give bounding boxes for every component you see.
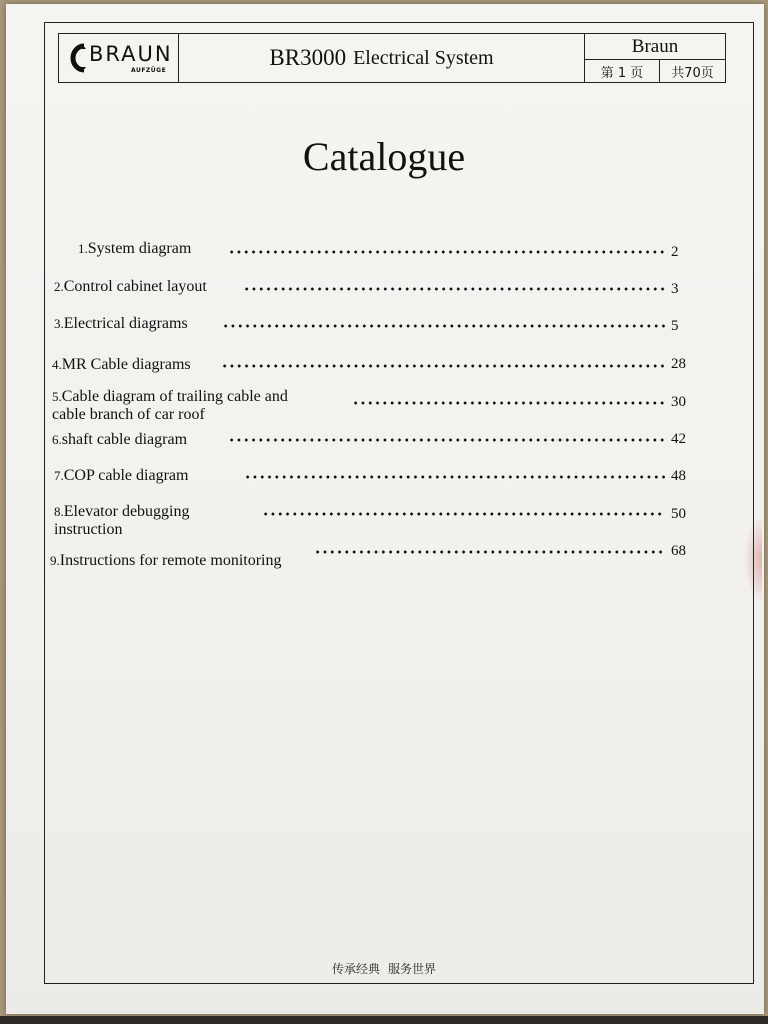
toc-entry-page: 48 bbox=[671, 468, 686, 484]
toc-entry-number: 5. bbox=[52, 389, 62, 404]
footer-slogan bbox=[0, 960, 768, 977]
toc-entry-title bbox=[54, 503, 190, 539]
page-number: 第 1 页 bbox=[585, 60, 660, 82]
header-table bbox=[58, 33, 726, 83]
dot-leader bbox=[221, 364, 664, 368]
toc-entry-number: 2. bbox=[54, 279, 64, 294]
catalogue-heading: Catalogue bbox=[302, 134, 466, 179]
toc-entry-number: 7. bbox=[54, 468, 64, 483]
title-text: Electrical System bbox=[353, 46, 494, 69]
toc-entry-title-line: instruction bbox=[54, 521, 123, 538]
toc-entry-title bbox=[78, 240, 191, 258]
dot-leader bbox=[222, 324, 665, 328]
toc-entry-title bbox=[54, 278, 207, 296]
toc-entry-page: 28 bbox=[671, 356, 686, 372]
toc-entry-number: 9. bbox=[50, 553, 60, 568]
toc-entry-title-line: Cable diagram of trailing cable and bbox=[61, 388, 288, 405]
toc-entry-title-line: cable branch of car roof bbox=[52, 406, 205, 423]
dot-leader bbox=[262, 512, 665, 516]
toc-entry-title-line: System diagram bbox=[87, 240, 192, 257]
toc-entry-page: 30 bbox=[671, 394, 686, 410]
toc-entry-number: 8. bbox=[54, 504, 64, 519]
toc-entry-page: 68 bbox=[671, 543, 686, 559]
toc-entry-title-line: MR Cable diagrams bbox=[61, 356, 191, 373]
toc-entry-title bbox=[52, 431, 187, 449]
toc-entry-title bbox=[50, 552, 281, 570]
toc-entry-page: 50 bbox=[671, 506, 686, 522]
toc-entry-number: 4. bbox=[52, 357, 62, 372]
toc-entry-number: 6. bbox=[52, 432, 62, 447]
toc-entry-title-line: Elevator debugging bbox=[63, 503, 190, 520]
dot-leader bbox=[244, 475, 665, 479]
toc-entry-page: 42 bbox=[671, 431, 686, 447]
page-total: 共70页 bbox=[671, 65, 714, 81]
toc-entry-number: 3. bbox=[54, 316, 64, 331]
footer-slogan-left: 传承经典 bbox=[331, 962, 380, 976]
toc-entry-title-line: Control cabinet layout bbox=[63, 278, 207, 295]
dot-leader bbox=[228, 250, 664, 254]
logo-subtitle: AUFZÜGE bbox=[131, 67, 167, 74]
toc-entry-title bbox=[52, 356, 191, 374]
logo-wordmark: BRAUN bbox=[89, 42, 173, 66]
dot-leader bbox=[314, 550, 664, 554]
toc-entry-page: 5 bbox=[671, 318, 679, 334]
page-info-row bbox=[585, 60, 725, 82]
toc-entry-title-line: Instructions for remote monitoring bbox=[59, 552, 282, 569]
title-model: BR3000 bbox=[269, 45, 347, 70]
dot-leader bbox=[352, 401, 665, 405]
toc-entry-page: 3 bbox=[671, 281, 679, 297]
toc-entry-page: 2 bbox=[671, 244, 679, 260]
background-edge bbox=[0, 1016, 768, 1024]
brand-name: Braun bbox=[585, 34, 725, 60]
document-title bbox=[179, 34, 585, 82]
toc-entry-title bbox=[54, 315, 188, 333]
logo-cell bbox=[59, 34, 179, 82]
footer-slogan-right: 服务世界 bbox=[388, 962, 437, 976]
dot-leader bbox=[243, 287, 665, 291]
header-right-cell bbox=[585, 34, 725, 82]
toc-entry-title bbox=[54, 467, 188, 485]
toc-entry-title bbox=[52, 388, 288, 424]
toc-entry-title-line: Electrical diagrams bbox=[63, 315, 188, 332]
toc-entry-title-line: COP cable diagram bbox=[63, 467, 189, 484]
dot-leader bbox=[228, 438, 664, 442]
toc-entry-number: 1. bbox=[78, 241, 88, 256]
toc-entry-title-line: shaft cable diagram bbox=[61, 431, 188, 448]
